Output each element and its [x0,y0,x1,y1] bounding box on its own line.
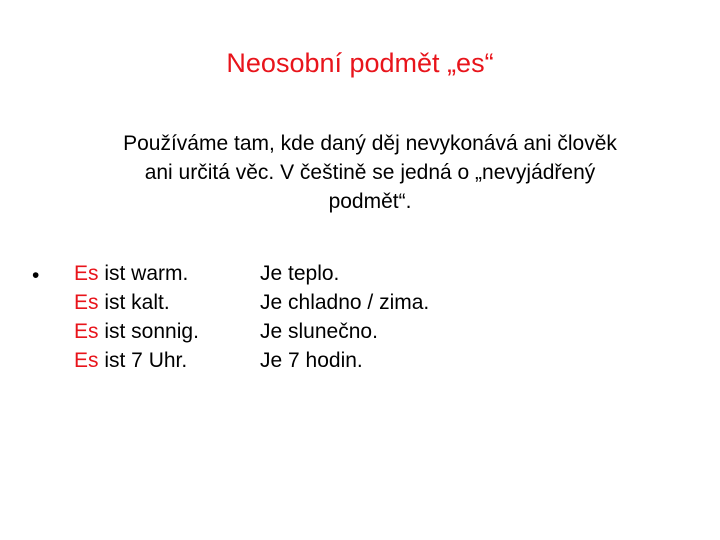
example-rest: ist kalt. [98,291,170,314]
german-example [74,317,199,346]
czech-translation: Je slunečno. [260,320,378,343]
subject-es: Es [74,320,99,343]
intro-paragraph [60,129,680,216]
bullet-icon: • [32,264,40,287]
example-rest: ist 7 Uhr. [98,349,188,372]
czech-translation: Je 7 hodin. [260,349,363,372]
czech-translations-list [260,259,429,375]
subject-es: Es [74,262,99,285]
subject-es: Es [74,349,99,372]
subject-es: Es [74,291,99,314]
german-example [74,259,199,288]
czech-translation: Je chladno / zima. [260,291,430,314]
example-rest: ist sonnig. [98,320,199,343]
czech-translation: Je teplo. [260,262,340,285]
intro-line: Používáme tam, kde daný děj nevykonává ani člověk [123,132,617,155]
intro-line: ani určitá věc. V češtině se jedná o „nevyjádřený [144,161,596,184]
slide-title: Neosobní podmět „es“ [226,48,494,78]
example-rest: ist warm. [98,262,189,285]
german-example [74,288,199,317]
intro-line: podmět“. [328,190,412,213]
german-example [74,346,199,375]
german-examples-list [74,259,199,375]
